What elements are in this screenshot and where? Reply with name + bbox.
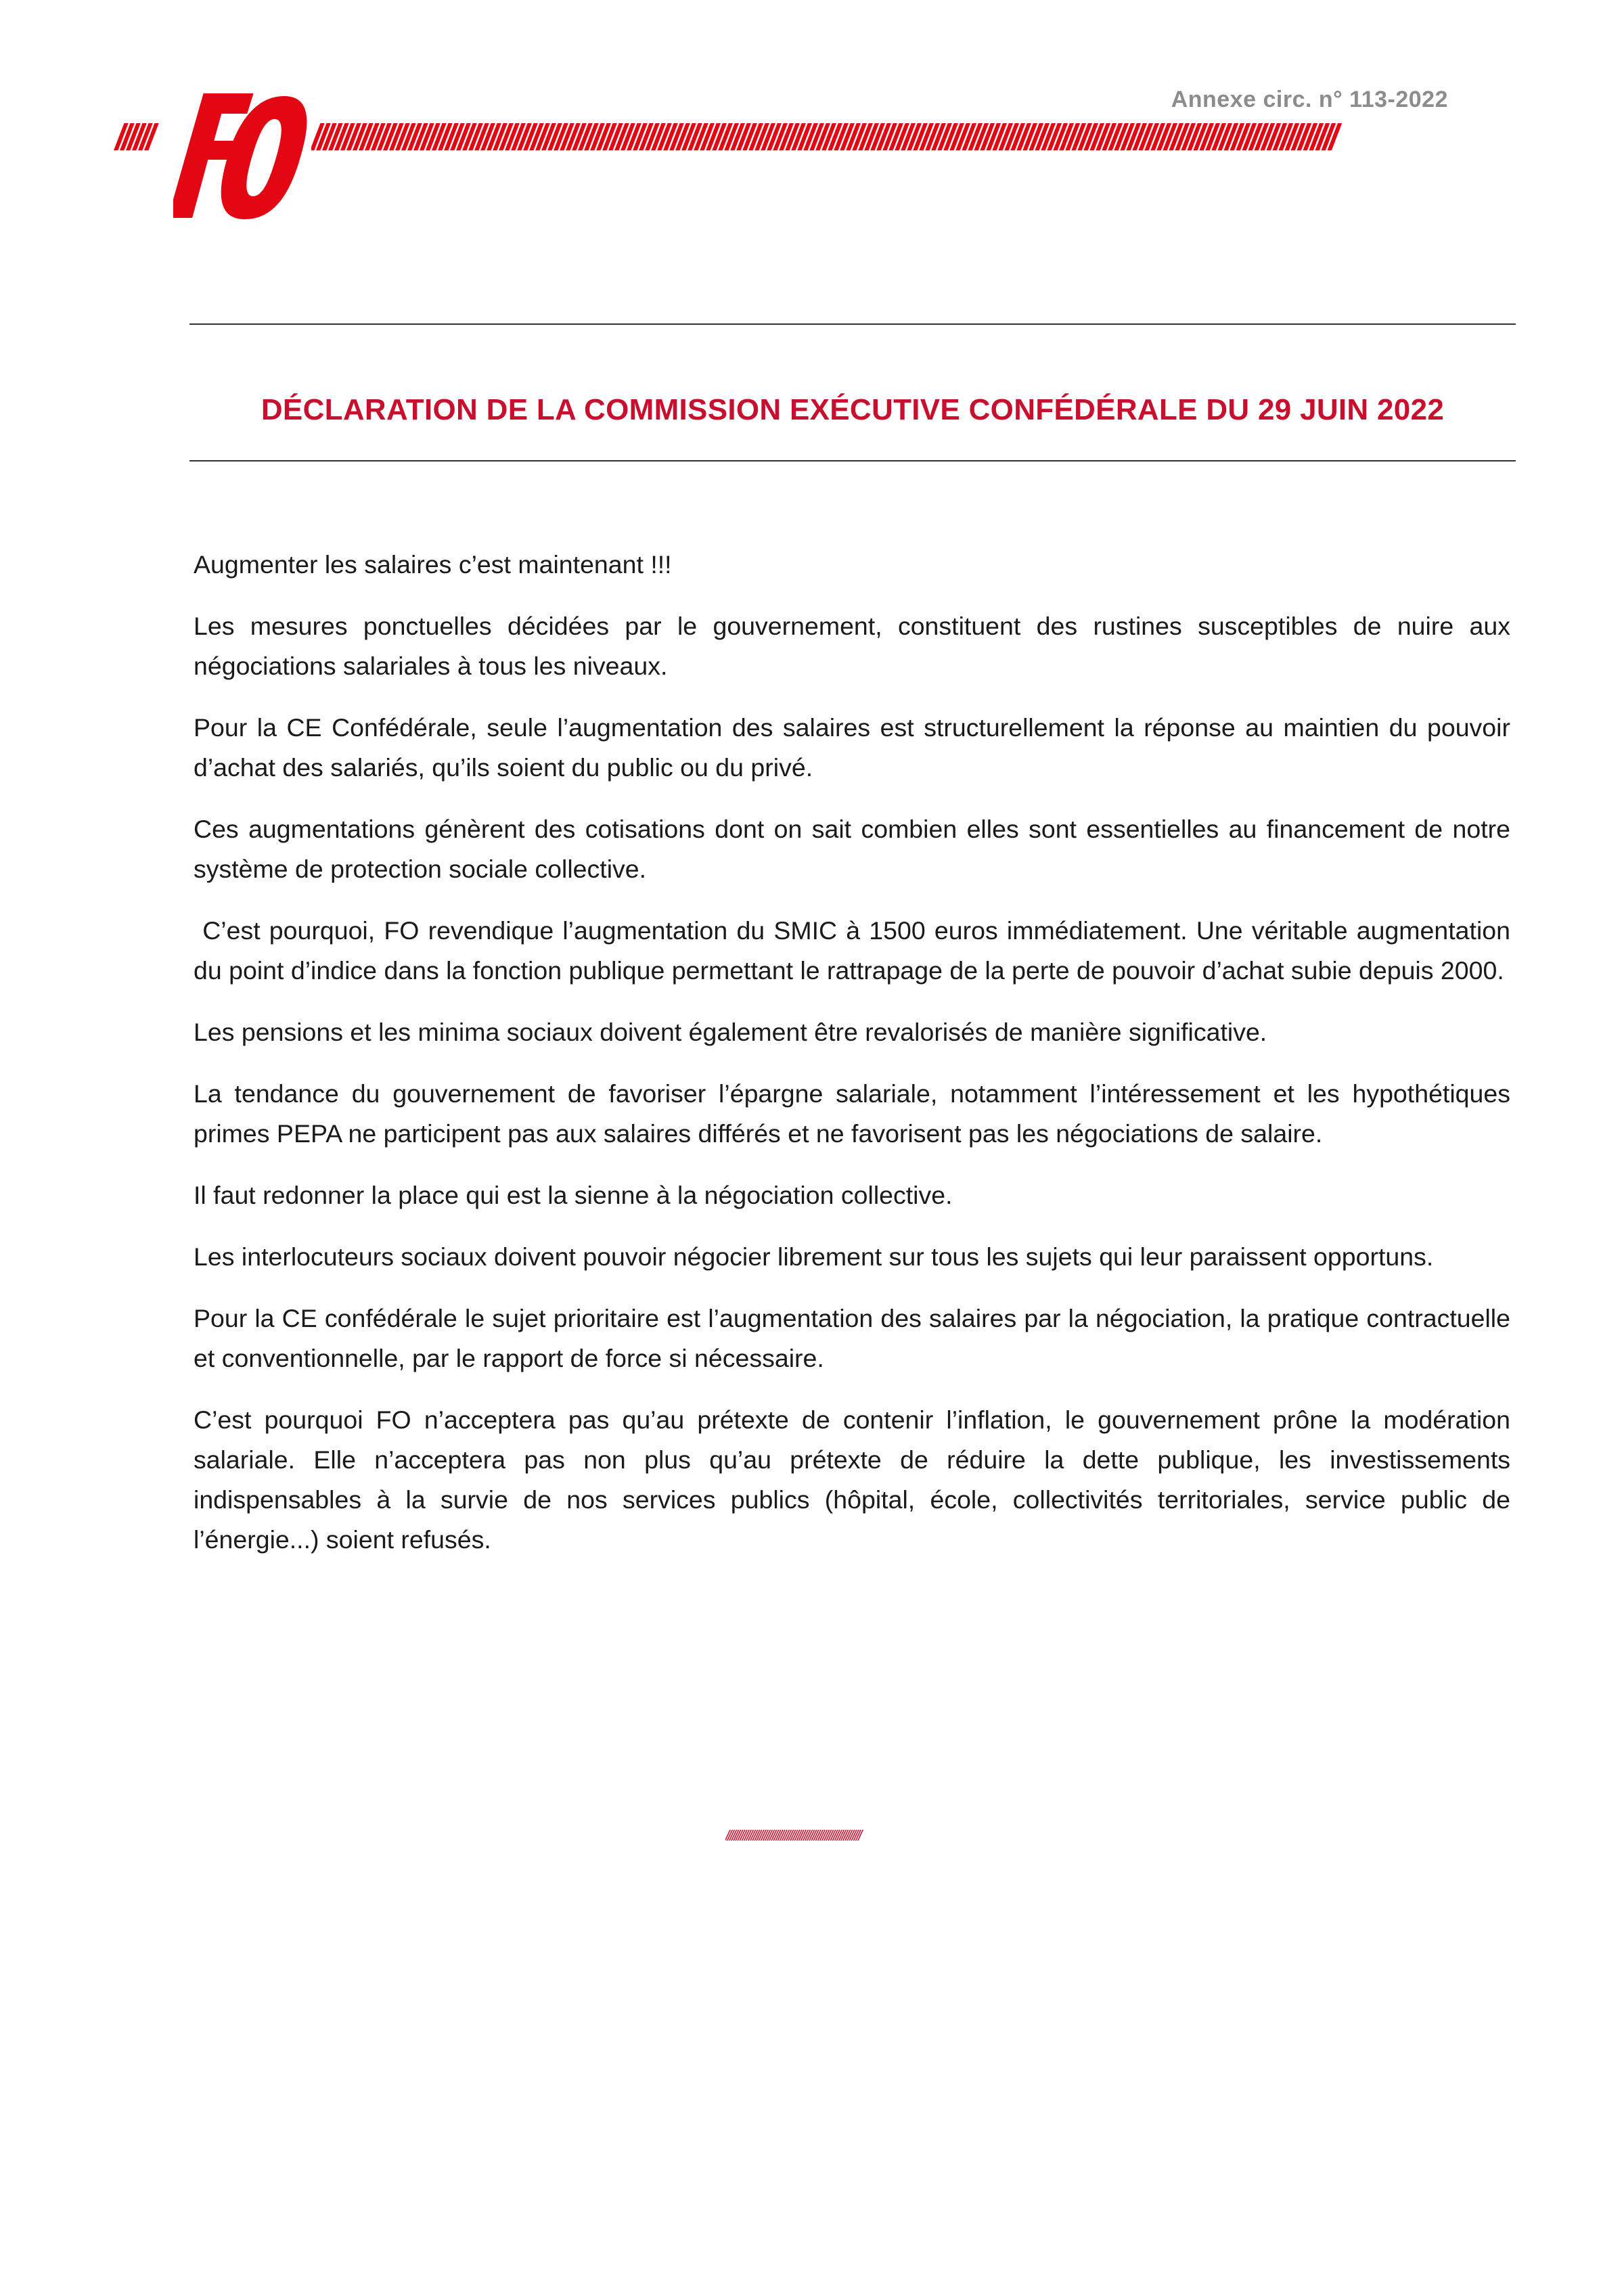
paragraph: C’est pourquoi, FO revendique l’augmentation du SMIC à 1500 euros immédiatement. Une véritable augmentation du point d’indice dans la fonction publique permettant le rattrapage de la perte de pouvoir d’achat subie depuis 2000. — [194, 916, 1518, 985]
footer-slashes: //////////////////////////////////////////////////////////////// — [725, 1827, 861, 1844]
paragraph: La tendance du gouvernement de favoriser l’épargne salariale, notamment l’intéressement et les hypothétiques primes PEPA ne participent pas aux salaires différés et ne favorisent pas les négociations de salaire. — [194, 1079, 1510, 1148]
fo-logo — [173, 88, 315, 223]
header-logo-row — [115, 88, 1522, 223]
header-slashes-right: //////////////////////////////////////////////////////////////////////////////////////////////////////////////////////////////////////////////////////////////////////// — [311, 117, 1335, 158]
paragraph: Pour la CE Confédérale, seule l’augmentation des salaires est structurellement la réponse au maintien du pouvoir d’achat des salariés, qu’ils soient du public ou du privé. — [194, 713, 1510, 782]
paragraph: Ces augmentations génèrent des cotisations dont on sait combien elles sont essentielles au financement de notre système de protection sociale collective. — [194, 815, 1510, 883]
title-rule-bottom — [189, 460, 1516, 462]
paragraph: Les interlocuteurs sociaux doivent pouvoir négocier librement sur tous les sujets qui leur paraissent opportuns. — [194, 1242, 1434, 1271]
annex-reference: Annexe circ. n° 113-2022 — [1171, 87, 1448, 112]
paragraph: Les pensions et les minima sociaux doivent également être revalorisés de manière significative. — [194, 1018, 1267, 1046]
title-rule-top — [189, 323, 1516, 325]
header-slashes-left: ////// — [115, 117, 152, 158]
document-body — [194, 545, 1518, 1581]
paragraph: Il faut redonner la place qui est la sienne à la négociation collective. — [194, 1181, 953, 1209]
paragraph: Augmenter les salaires c’est maintenant !!! — [194, 550, 672, 579]
paragraph: Pour la CE confédérale le sujet prioritaire est l’augmentation des salaires par la négociation, la pratique contractuelle et conventionnelle, par le rapport de force si nécessaire. — [194, 1304, 1510, 1372]
document-title: DÉCLARATION DE LA COMMISSION EXÉCUTIVE CONFÉDÉRALE DU 29 JUIN 2022 — [261, 393, 1445, 427]
paragraph: Les mesures ponctuelles décidées par le gouvernement, constituent des rustines susceptibles de nuire aux négociations salariales à tous les niveaux. — [194, 612, 1510, 680]
paragraph: C’est pourquoi FO n’acceptera pas qu’au prétexte de contenir l’inflation, le gouvernement prône la modération salariale. Elle n’acceptera pas non plus qu’au prétexte de réduire la dette publique, les investissements indispensables à la survie de nos services publics (hôpital, école, collectivités territoriales, service public de l’énergie...) soient refusés. — [194, 1405, 1510, 1554]
